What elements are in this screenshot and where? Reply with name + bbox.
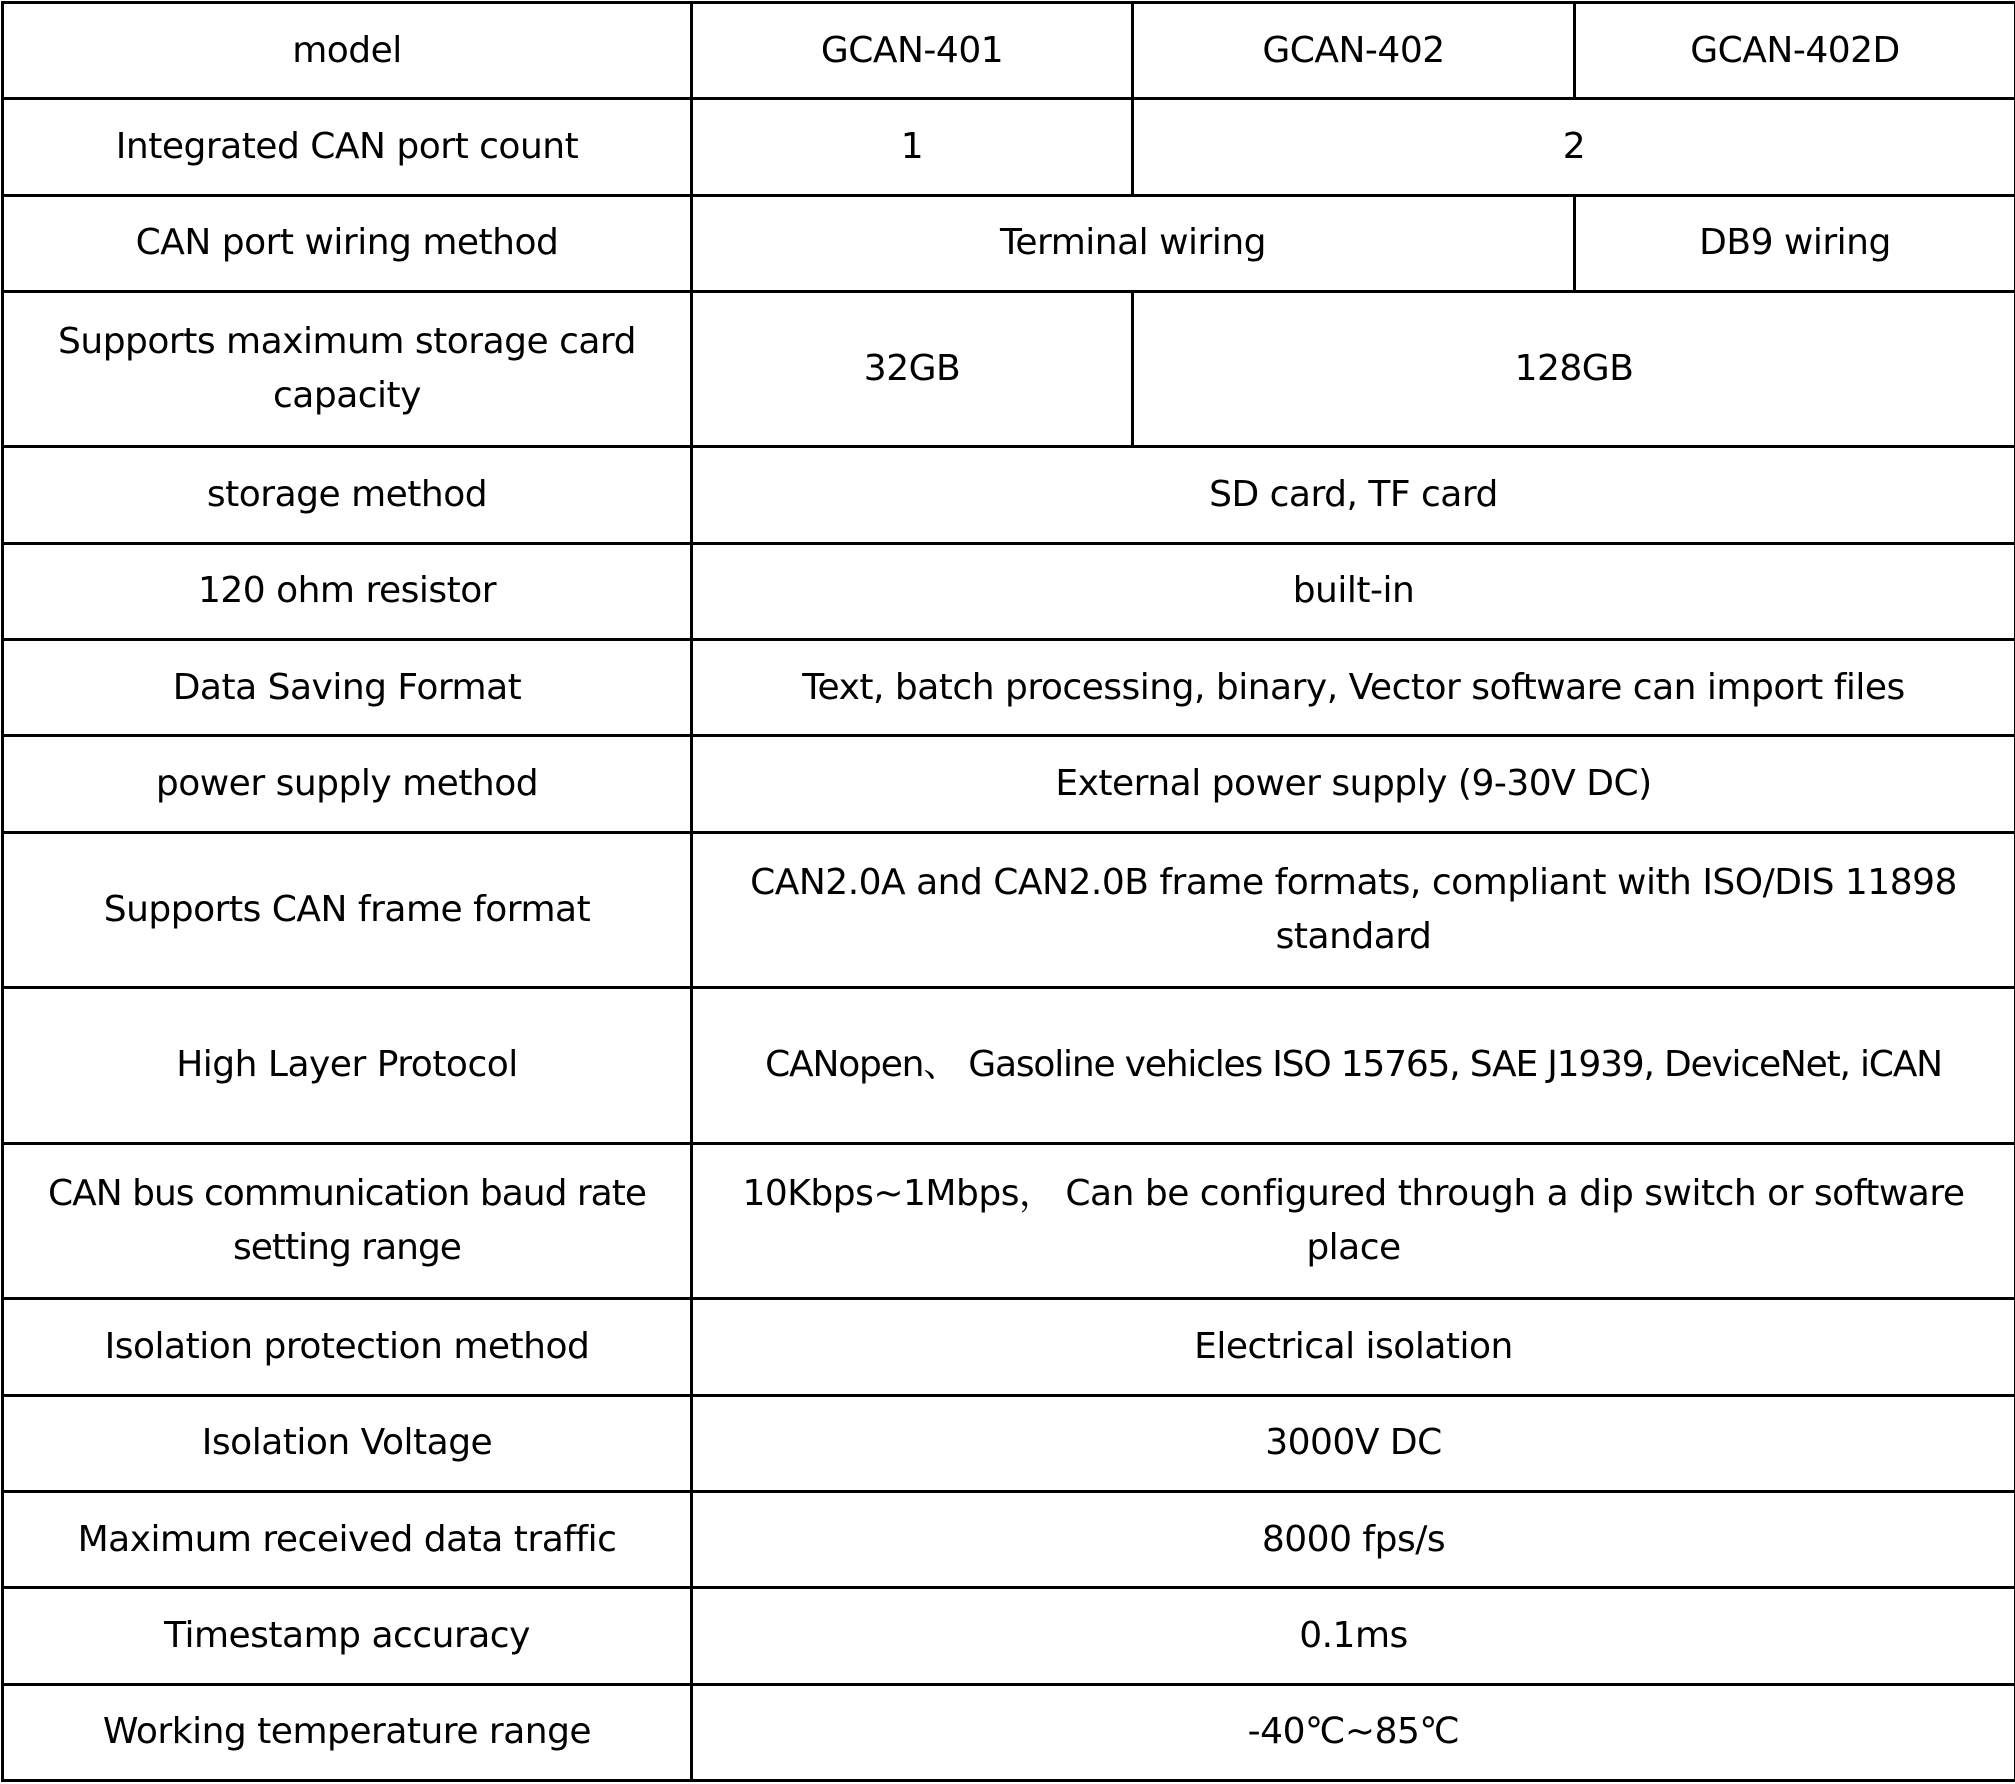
table-row: [3, 1491, 2015, 1587]
row-label: Integrated CAN port count: [3, 99, 692, 195]
table-row: [3, 640, 2015, 736]
cell-value: SD card, TF card: [692, 447, 2015, 543]
row-label: High Layer Protocol: [3, 988, 692, 1144]
row-label: Timestamp accuracy: [3, 1588, 692, 1684]
row-label: power supply method: [3, 736, 692, 832]
cell-value: built-in: [692, 543, 2015, 639]
table-row: [3, 195, 2015, 291]
cell-value: DB9 wiring: [1575, 195, 2015, 291]
cell-value: 2: [1133, 99, 2015, 195]
cell-value: External power supply (9-30V DC): [692, 736, 2015, 832]
row-label: CAN port wiring method: [3, 195, 692, 291]
row-label: Supports CAN frame format: [3, 832, 692, 988]
table-row: [3, 1143, 2015, 1299]
cell-value: Electrical isolation: [692, 1299, 2015, 1395]
row-label: 120 ohm resistor: [3, 543, 692, 639]
model-gcan-402d: GCAN-402D: [1575, 3, 2015, 99]
row-label: Maximum received data traffic: [3, 1491, 692, 1587]
cell-value: 10Kbps~1Mbps， Can be configured through a dip switch or software place: [692, 1143, 2015, 1299]
cell-value: 3000V DC: [692, 1395, 2015, 1491]
table-row: [3, 99, 2015, 195]
cell-value: 128GB: [1133, 291, 2015, 447]
cell-value: CAN2.0A and CAN2.0B frame formats, compliant with ISO/DIS 11898 standard: [692, 832, 2015, 988]
cell-value: 0.1ms: [692, 1588, 2015, 1684]
table-row: [3, 988, 2015, 1144]
cell-value: 8000 fps/s: [692, 1491, 2015, 1587]
table-row: [3, 832, 2015, 988]
cell-value: -40℃~85℃: [692, 1684, 2015, 1781]
table-row: [3, 1684, 2015, 1781]
cell-value: Text, batch processing, binary, Vector software can import files: [692, 640, 2015, 736]
model-gcan-401: GCAN-401: [692, 3, 1133, 99]
table-row: [3, 1299, 2015, 1395]
cell-value: 32GB: [692, 291, 1133, 447]
table-row: [3, 1395, 2015, 1491]
header-row: [3, 3, 2015, 99]
row-label: storage method: [3, 447, 692, 543]
cell-value: CANopen、 Gasoline vehicles ISO 15765, SAE J1939, DeviceNet, iCAN: [692, 988, 2015, 1144]
row-label: Isolation protection method: [3, 1299, 692, 1395]
model-gcan-402: GCAN-402: [1133, 3, 1575, 99]
table-row: [3, 543, 2015, 639]
row-label: Isolation Voltage: [3, 1395, 692, 1491]
row-label: Supports maximum storage card capacity: [3, 291, 692, 447]
table-row: [3, 447, 2015, 543]
header-label: model: [3, 3, 692, 99]
row-label: Data Saving Format: [3, 640, 692, 736]
row-label: CAN bus communication baud rate setting range: [3, 1143, 692, 1299]
cell-value: Terminal wiring: [692, 195, 1575, 291]
cell-value: 1: [692, 99, 1133, 195]
spec-table: [1, 1, 2015, 1782]
table-row: [3, 1588, 2015, 1684]
table-row: [3, 736, 2015, 832]
row-label: Working temperature range: [3, 1684, 692, 1781]
table-row: [3, 291, 2015, 447]
